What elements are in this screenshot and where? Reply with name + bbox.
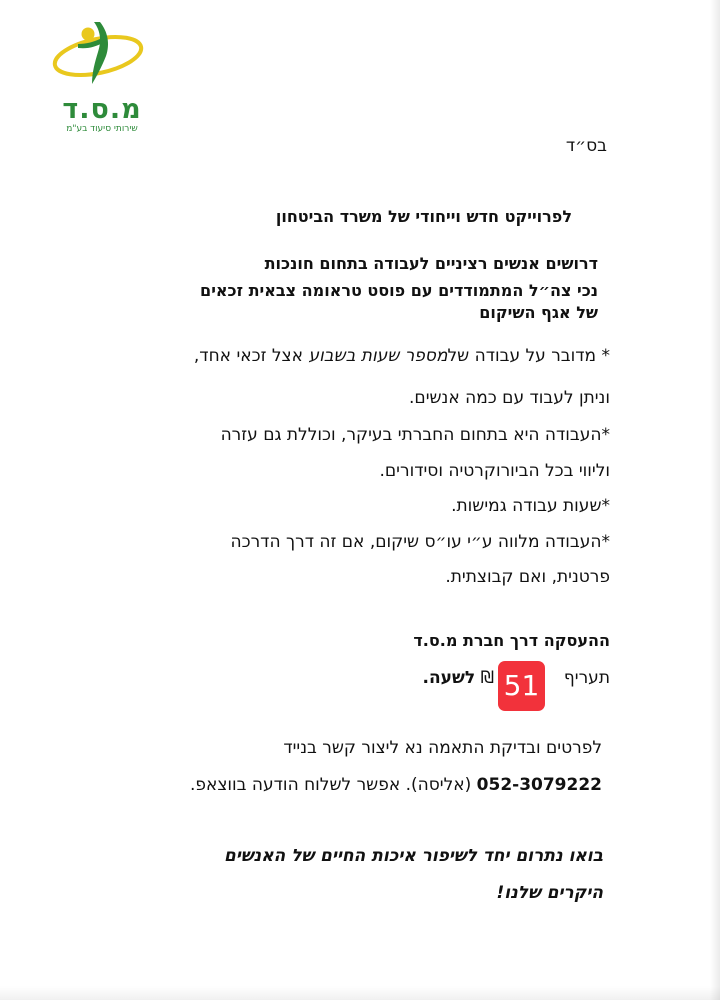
body-line-1-emphasis: מספר שעות בשבוע bbox=[308, 346, 448, 366]
closing-line-1: בואו נתרום יחד לשיפור איכות החיים של האנשים bbox=[223, 846, 603, 866]
headline-line-1: דרושים אנשים רציניים לעבודה בתחום חונכות bbox=[264, 254, 598, 273]
contact-rest: (אליסה). אפשר לשלוח הודעה בווצאפ. bbox=[189, 775, 472, 795]
bsd-header: בס״ד bbox=[565, 136, 607, 156]
rate-prefix: תעריף bbox=[563, 668, 610, 688]
logo-wordmark: מ.ס.ד bbox=[62, 94, 142, 125]
rate-value-badge: 51 bbox=[498, 661, 545, 711]
page-edge-shadow bbox=[710, 0, 720, 1000]
body-line-5: *שעות עבודה גמישות. bbox=[451, 496, 610, 516]
body-line-6: *העבודה מלווה ע״י עו״ס שיקום, אם זה דרך הדרכה bbox=[230, 532, 610, 552]
body-line-1-end: אצל זכאי אחד, bbox=[193, 346, 304, 366]
contact-phone: 052-3079222 bbox=[476, 775, 602, 795]
contact-line-2 bbox=[190, 775, 602, 795]
shekel-sign: ₪ bbox=[480, 668, 494, 688]
project-title: לפרוייקט חדש וייחודי של משרד הביטחון bbox=[275, 207, 572, 226]
contact-line-1: לפרטים ובדיקת התאמה נא ליצור קשר בנייד bbox=[283, 738, 602, 758]
headline-line-3: של אגף השיקום bbox=[479, 303, 598, 322]
page-bottom-shadow bbox=[0, 986, 720, 1000]
employment-line: ההעסקה דרך חברת מ.ס.ד bbox=[413, 631, 610, 650]
body-line-1-start: * מדובר על עבודה של bbox=[447, 346, 610, 366]
logo-figure-icon bbox=[48, 14, 148, 94]
body-line-2: וניתן לעבוד עם כמה אנשים. bbox=[409, 388, 610, 408]
body-line-3: *העבודה היא בתחום החברתי בעיקר, וכוללת גם עזרה bbox=[220, 425, 610, 445]
logo-subtitle: שירותי סיעוד בע"מ bbox=[66, 124, 138, 134]
company-logo bbox=[44, 14, 154, 134]
rate-suffix: לשעה. bbox=[422, 668, 476, 688]
body-line-7: פרטנית, ואם קבוצתית. bbox=[445, 567, 610, 587]
body-line-1 bbox=[194, 346, 610, 366]
body-line-4: וליווי בכל הביורוקרטיה וסידורים. bbox=[379, 461, 610, 481]
headline-line-2: נכי צה״ל המתמודדים עם פוסט טראומה צבאית זכאים bbox=[200, 281, 598, 300]
closing-line-2: היקרים שלנו! bbox=[496, 883, 603, 903]
